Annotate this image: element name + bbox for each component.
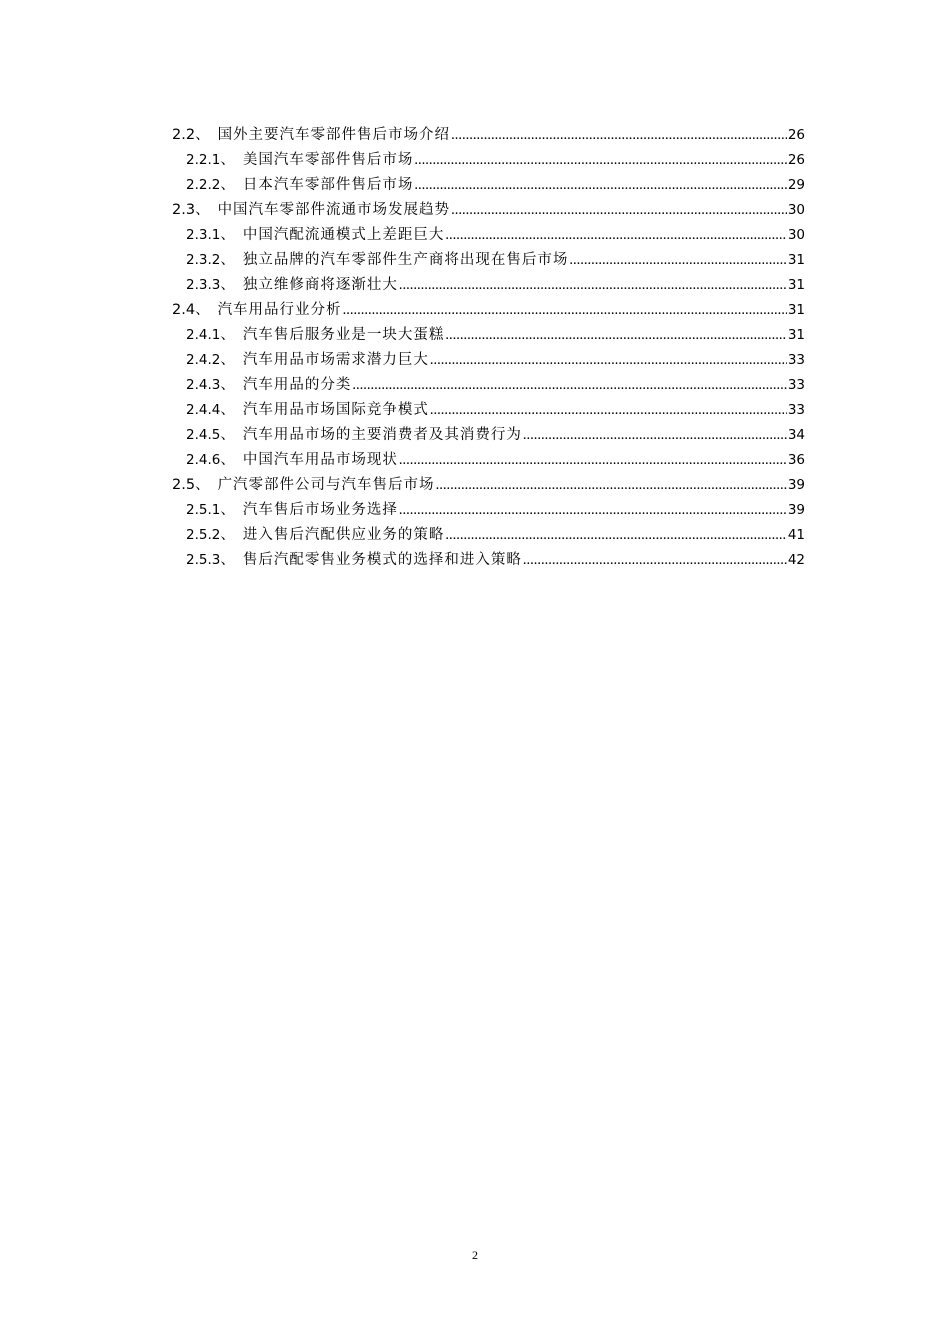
toc-subsection-entry[interactable] [172, 523, 805, 548]
toc-subsection-entry[interactable] [172, 273, 805, 298]
toc-section-entry[interactable] [172, 473, 805, 498]
toc-entry-separator: 、 [220, 252, 235, 268]
toc-entry-number: 2.4 [172, 302, 196, 318]
toc-subsection-entry[interactable] [172, 373, 805, 398]
toc-dot-leader [399, 273, 787, 298]
toc-entry-page-number: 26 [787, 152, 805, 168]
toc-entry-page-number: 30 [787, 227, 805, 243]
toc-entry-title: 中国汽车用品市场现状 [242, 452, 398, 468]
toc-entry-number: 2.4.1 [186, 327, 221, 343]
toc-entry-number: 2.2.2 [186, 177, 221, 193]
toc-entry-number: 2.2.1 [186, 152, 221, 168]
toc-entry-title: 广汽零部件公司与汽车售后市场 [217, 477, 435, 493]
toc-entry-separator: 、 [220, 327, 235, 343]
toc-entry-separator: 、 [220, 402, 235, 418]
toc-entry-title: 独立维修商将逐渐壮大 [242, 277, 398, 293]
toc-entry-number: 2.5 [172, 477, 196, 493]
toc-entry-separator: 、 [220, 502, 235, 518]
toc-entry-number: 2.3.3 [186, 277, 221, 293]
toc-entry-page-number: 34 [787, 427, 805, 443]
toc-subsection-entry[interactable] [172, 548, 805, 573]
toc-entry-separator: 、 [195, 127, 210, 143]
toc-entry-number: 2.4.6 [186, 452, 221, 468]
toc-dot-leader [414, 173, 786, 198]
toc-entry-number: 2.4.5 [186, 427, 221, 443]
toc-subsection-entry[interactable] [172, 498, 805, 523]
toc-entry-title: 进入售后汽配供应业务的策略 [242, 527, 445, 543]
toc-subsection-entry[interactable] [172, 323, 805, 348]
toc-entry-page-number: 41 [787, 527, 805, 543]
toc-dot-leader [523, 423, 787, 448]
toc-subsection-entry[interactable] [172, 423, 805, 448]
toc-section-entry[interactable] [172, 298, 805, 323]
toc-entry-separator: 、 [220, 277, 235, 293]
toc-entry-title: 独立品牌的汽车零部件生产商将出现在售后市场 [242, 252, 569, 268]
toc-subsection-entry[interactable] [172, 223, 805, 248]
toc-entry-number: 2.3.2 [186, 252, 221, 268]
table-of-contents [172, 123, 805, 573]
toc-entry-number: 2.4.4 [186, 402, 221, 418]
toc-entry-title: 汽车用品市场的主要消费者及其消费行为 [242, 427, 522, 443]
toc-dot-leader [414, 148, 786, 173]
toc-entry-page-number: 42 [787, 552, 805, 568]
page-number: 2 [472, 1248, 478, 1262]
toc-entry-number: 2.2 [172, 127, 196, 143]
toc-entry-separator: 、 [195, 477, 210, 493]
toc-entry-number: 2.3.1 [186, 227, 221, 243]
toc-entry-separator: 、 [220, 552, 235, 568]
toc-subsection-entry[interactable] [172, 173, 805, 198]
toc-subsection-entry[interactable] [172, 248, 805, 273]
toc-dot-leader [569, 248, 786, 273]
toc-entry-title: 汽车售后服务业是一块大蛋糕 [242, 327, 445, 343]
toc-entry-title: 日本汽车零部件售后市场 [242, 177, 414, 193]
toc-entry-number: 2.5.2 [186, 527, 221, 543]
toc-entry-page-number: 36 [787, 452, 805, 468]
toc-dot-leader [399, 498, 787, 523]
toc-dot-leader [430, 348, 787, 373]
toc-entry-separator: 、 [220, 377, 235, 393]
toc-entry-title: 汽车用品的分类 [242, 377, 352, 393]
toc-entry-title: 汽车售后市场业务选择 [242, 502, 398, 518]
toc-entry-separator: 、 [220, 177, 235, 193]
toc-entry-page-number: 30 [787, 202, 805, 218]
toc-dot-leader [445, 523, 786, 548]
toc-entry-title: 国外主要汽车零部件售后市场介绍 [217, 127, 451, 143]
toc-entry-number: 2.4.3 [186, 377, 221, 393]
toc-entry-title: 中国汽车零部件流通市场发展趋势 [217, 202, 451, 218]
toc-section-entry[interactable] [172, 123, 805, 148]
toc-entry-page-number: 33 [787, 352, 805, 368]
toc-section-entry[interactable] [172, 198, 805, 223]
toc-subsection-entry[interactable] [172, 348, 805, 373]
toc-entry-number: 2.4.2 [186, 352, 221, 368]
toc-entry-page-number: 26 [787, 127, 805, 143]
toc-dot-leader [445, 323, 786, 348]
toc-entry-page-number: 39 [787, 502, 805, 518]
toc-dot-leader [352, 373, 786, 398]
toc-dot-leader [451, 123, 787, 148]
toc-dot-leader [399, 448, 787, 473]
toc-dot-leader [445, 223, 786, 248]
toc-dot-leader [436, 473, 787, 498]
toc-entry-separator: 、 [195, 302, 210, 318]
toc-entry-separator: 、 [220, 227, 235, 243]
toc-entry-title: 美国汽车零部件售后市场 [242, 152, 414, 168]
toc-entry-separator: 、 [195, 202, 210, 218]
toc-entry-title: 中国汽配流通模式上差距巨大 [242, 227, 445, 243]
toc-entry-separator: 、 [220, 427, 235, 443]
toc-entry-title: 汽车用品市场国际竞争模式 [242, 402, 429, 418]
toc-entry-number: 2.5.1 [186, 502, 221, 518]
toc-subsection-entry[interactable] [172, 448, 805, 473]
toc-entry-separator: 、 [220, 152, 235, 168]
toc-entry-page-number: 31 [787, 302, 805, 318]
toc-dot-leader [451, 198, 787, 223]
toc-subsection-entry[interactable] [172, 398, 805, 423]
toc-dot-leader [343, 298, 787, 323]
toc-entry-page-number: 31 [787, 252, 805, 268]
toc-entry-title: 售后汽配零售业务模式的选择和进入策略 [242, 552, 522, 568]
toc-entry-number: 2.5.3 [186, 552, 221, 568]
toc-dot-leader [430, 398, 787, 423]
toc-entry-number: 2.3 [172, 202, 196, 218]
toc-entry-separator: 、 [220, 527, 235, 543]
toc-entry-page-number: 31 [787, 327, 805, 343]
toc-subsection-entry[interactable] [172, 148, 805, 173]
toc-entry-page-number: 31 [787, 277, 805, 293]
toc-entry-title: 汽车用品行业分析 [217, 302, 342, 318]
toc-entry-page-number: 33 [787, 377, 805, 393]
toc-entry-separator: 、 [220, 452, 235, 468]
toc-entry-separator: 、 [220, 352, 235, 368]
toc-entry-page-number: 33 [787, 402, 805, 418]
toc-entry-title: 汽车用品市场需求潜力巨大 [242, 352, 429, 368]
toc-entry-page-number: 29 [787, 177, 805, 193]
toc-dot-leader [523, 548, 787, 573]
toc-entry-page-number: 39 [787, 477, 805, 493]
